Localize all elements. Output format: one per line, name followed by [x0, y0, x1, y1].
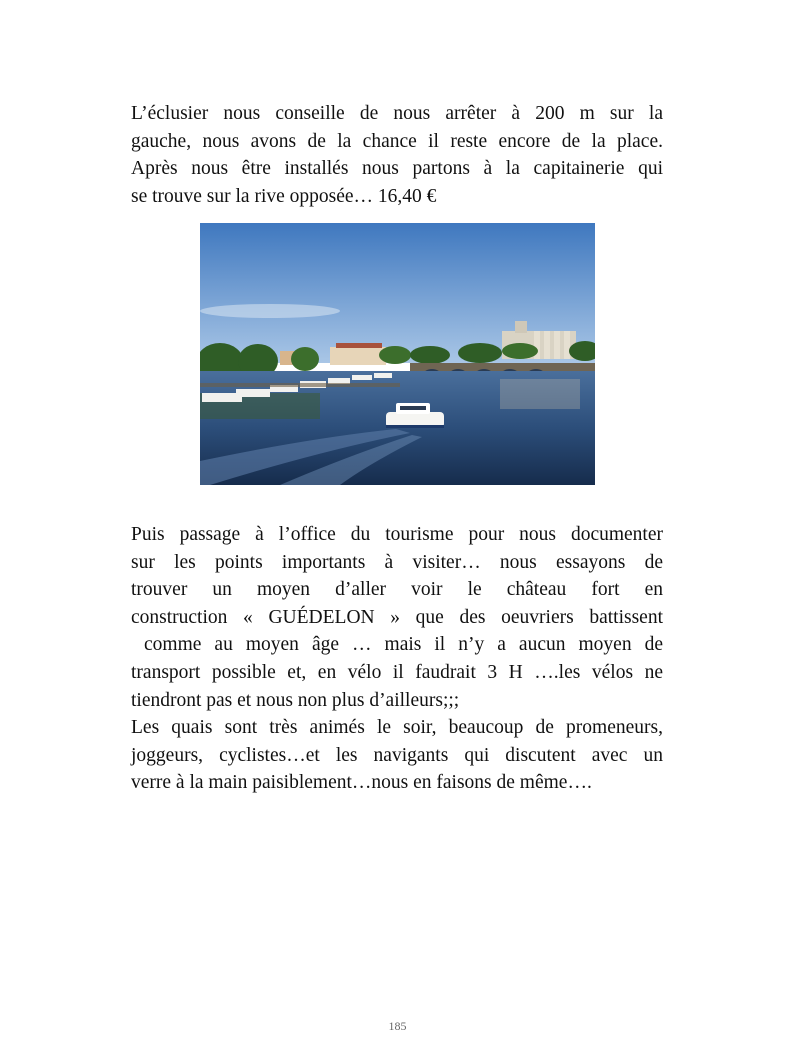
text-line: Puis passage à l’office du tourisme pour nous documenter: [131, 524, 663, 545]
river-boat-photo: [200, 223, 595, 485]
text-line: Après nous être installés nous partons à la capitainerie qui: [131, 158, 663, 180]
text-line: comme au moyen âge … mais il n’y a aucun moyen de: [131, 634, 663, 656]
text-line: se trouve sur la rive opposée… 16,40 €: [131, 185, 437, 207]
text-line: gauche, nous avons de la chance il reste encore de la place.: [131, 130, 663, 152]
page-number: 185: [388, 1019, 407, 1033]
text-line: trouver un moyen d’aller voir le château fort en: [131, 579, 663, 601]
text-line: transport possible et, en vélo il faudrait 3 H ….les vélos ne: [131, 661, 663, 683]
paragraph-eclusier: [131, 100, 663, 210]
text-line: Les quais sont très animés le soir, beaucoup de promeneurs,: [131, 717, 663, 739]
text-line: tiendront pas et nous non plus d’ailleurs;;;: [131, 689, 460, 711]
text-line: verre à la main paisiblement…nous en faisons de même….: [131, 772, 592, 794]
text-line: joggeurs, cyclistes…et les navigants qui discutent avec un: [131, 744, 663, 766]
text-line: construction « GUÉDELON » que des oeuvriers battissent: [131, 606, 663, 628]
text-line: L’éclusier nous conseille de nous arrêter à 200 m sur la: [131, 103, 663, 124]
paragraph-guedelon: [131, 521, 663, 797]
text-line: sur les points importants à visiter… nous essayons de: [131, 551, 663, 573]
